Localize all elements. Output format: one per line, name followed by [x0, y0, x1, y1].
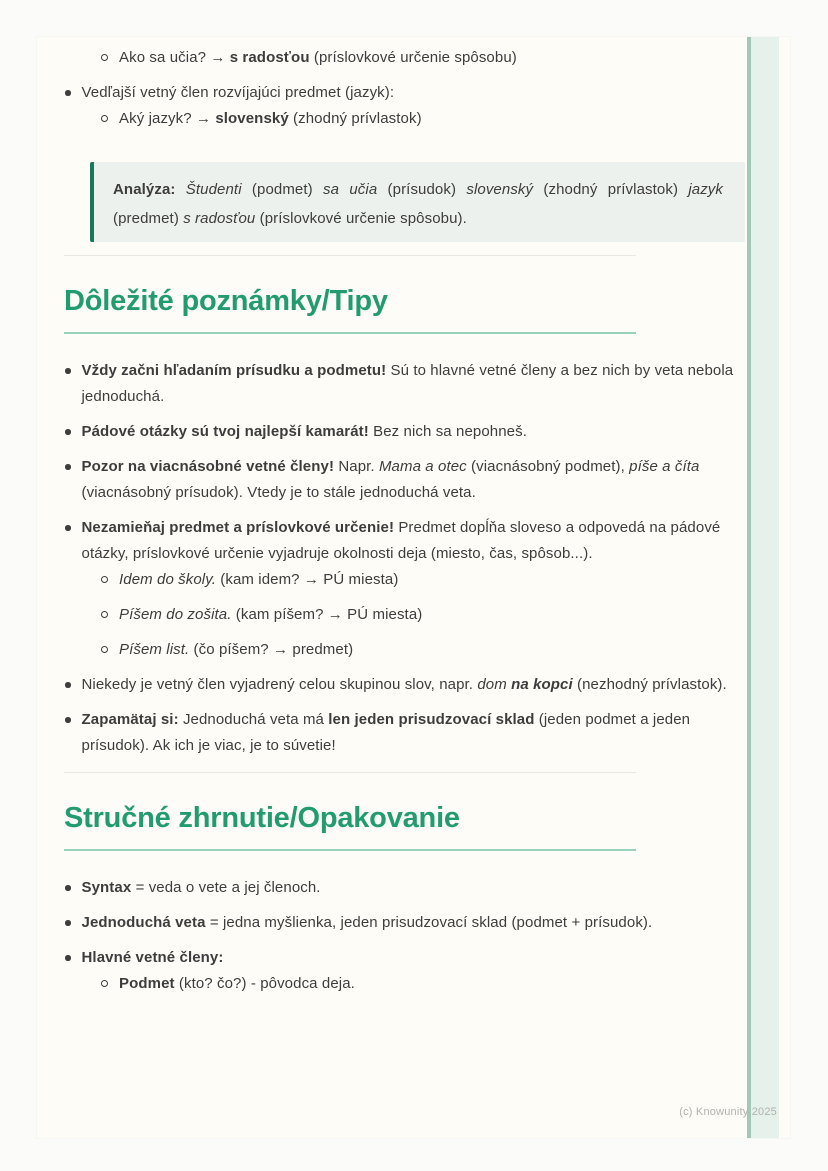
list-item-text: [82, 80, 742, 106]
text-run: Mama a otec: [378, 458, 467, 475]
text-run: s radosťou: [183, 210, 256, 227]
list-item-text: [119, 567, 741, 593]
text-run: (kam idem? → PÚ miesta): [216, 571, 399, 588]
text-run: Predmet dopĺňa sloveso a odpovedá na pádové otázky, príslovkové určenie vyjadruje okolnosti deja (miesto, čas, spôsob...).: [81, 519, 721, 562]
list-item: [64, 971, 741, 997]
bullet-icon: [65, 717, 71, 723]
text-run: (prísudok): [377, 181, 467, 198]
text-run: Idem do školy.: [119, 571, 216, 588]
section-heading-notes: Dôležité poznámky/Tipy: [64, 285, 388, 317]
list-item: [64, 80, 741, 106]
bullet-icon: [65, 885, 71, 891]
text-run: Ako sa učia? →: [119, 49, 230, 66]
text-run: Napr.: [334, 458, 379, 475]
text-run: = jedna myšlienka, jeden prisudzovací sklad (podmet + prísudok).: [205, 914, 653, 931]
list-item-text: [119, 106, 741, 132]
text-run: (kam píšem? → PÚ miesta): [231, 606, 423, 623]
text-run: Študenti: [185, 181, 242, 198]
text-run: s radosťou: [229, 49, 310, 66]
bullet-icon: [65, 368, 71, 374]
bullet-icon: [65, 90, 71, 96]
callout-text: [113, 175, 723, 233]
text-run: (príslovkové určenie spôsobu): [309, 49, 517, 66]
list-item-text: [119, 971, 741, 997]
text-run: píše a číta: [629, 458, 700, 475]
text-run: na kopci: [511, 676, 573, 693]
text-run: (podmet): [241, 181, 324, 198]
text-run: Pozor na viacnásobné vetné členy!: [81, 458, 335, 475]
section-heading-underline: [64, 284, 636, 334]
copyright-footer: (c) Knowunity 2025: [679, 1106, 777, 1118]
list-item: [64, 515, 741, 567]
list-item-text: [82, 910, 742, 936]
bullet-icon: [101, 115, 108, 122]
text-run: Bez nich sa nepohneš.: [368, 423, 527, 440]
bullet-icon: [65, 920, 71, 926]
bullet-icon: [65, 525, 71, 531]
text-run: (jeden podmet a jeden prísudok). Ak ich je viac, je to súvetie!: [81, 711, 691, 754]
summary-list: [64, 875, 741, 997]
list-item: [64, 637, 741, 663]
list-item: [64, 945, 741, 971]
text-run: (čo píšem? → predmet): [189, 641, 354, 658]
list-item: [64, 419, 741, 445]
text-run: Pádové otázky sú tvoj najlepší kamarát!: [81, 423, 369, 440]
text-run: (kto? čo?) - pôvodca deja.: [174, 975, 355, 992]
list-item-text: [82, 875, 742, 901]
text-run: Syntax: [81, 879, 132, 896]
text-run: Podmet: [119, 975, 175, 992]
text-run: jazyk: [688, 181, 724, 198]
section-heading-underline: [64, 801, 636, 851]
list-item: [64, 106, 741, 132]
bullet-icon: [65, 682, 71, 688]
document-page: [37, 37, 790, 1138]
list-item: [64, 602, 741, 628]
text-run: Jednoduchá veta: [81, 914, 206, 931]
list-item-text: [119, 45, 741, 71]
section-divider: [64, 772, 636, 773]
list-item: [64, 875, 741, 901]
text-run: Analýza:: [113, 181, 186, 198]
bullet-icon: [101, 980, 108, 987]
list-item: [64, 567, 741, 593]
section-notes: [64, 284, 741, 759]
list-item-text: [82, 515, 742, 567]
intro-list: [64, 45, 741, 132]
page-content: [37, 37, 741, 997]
list-item-text: [82, 358, 742, 410]
text-run: Niekedy je vetný člen vyjadrený celou skupinou slov, napr.: [81, 676, 478, 693]
bullet-icon: [101, 576, 108, 583]
text-run: slovenský: [215, 110, 289, 127]
text-run: Nezamieňaj predmet a príslovkové určenie!: [81, 519, 395, 536]
bullet-icon: [101, 646, 108, 653]
notes-list: [64, 358, 741, 759]
text-run: Vždy začni hľadaním prísudku a podmetu!: [81, 362, 387, 379]
list-item: [64, 672, 741, 698]
list-item-text: [82, 419, 742, 445]
list-item: [64, 45, 741, 71]
section-heading-summary: Stručné zhrnutie/Opakovanie: [64, 802, 460, 834]
section-divider: [64, 255, 636, 256]
text-run: Zapamätaj si:: [81, 711, 179, 728]
list-item: [64, 910, 741, 936]
text-run: (viacnásobný prísudok). Vtedy je to stále jednoduchá veta.: [81, 484, 476, 501]
bullet-icon: [101, 611, 108, 618]
list-item: [64, 358, 741, 410]
list-item: [64, 454, 741, 506]
text-run: (príslovkové určenie spôsobu).: [255, 210, 467, 227]
list-item: [64, 707, 741, 759]
text-run: Aký jazyk? →: [119, 110, 216, 127]
analysis-callout: [90, 162, 745, 242]
text-run: (zhodný prívlastok): [288, 110, 422, 127]
text-run: Jednoduchá veta má: [178, 711, 329, 728]
text-run: (zhodný prívlastok): [533, 181, 689, 198]
decorative-green-stripe: [747, 37, 779, 1138]
text-run: (viacnásobný podmet),: [466, 458, 630, 475]
list-item-text: [119, 637, 741, 663]
list-item-text: [82, 707, 742, 759]
text-run: sa učia: [323, 181, 378, 198]
bullet-icon: [65, 464, 71, 470]
list-item-text: [119, 602, 741, 628]
text-run: Hlavné vetné členy:: [81, 949, 224, 966]
text-run: slovenský: [466, 181, 534, 198]
text-run: len jeden prisudzovací sklad: [328, 711, 535, 728]
list-item-text: [82, 454, 742, 506]
list-item-text: [82, 672, 742, 698]
bullet-icon: [65, 429, 71, 435]
bullet-icon: [65, 955, 71, 961]
bullet-icon: [101, 54, 108, 61]
section-summary: [64, 801, 741, 997]
text-run: = veda o vete a jej členoch.: [131, 879, 321, 896]
text-run: (predmet): [113, 210, 184, 227]
text-run: Píšem list.: [119, 641, 190, 658]
text-run: dom: [477, 676, 512, 693]
list-item-text: [82, 945, 742, 971]
text-run: (nezhodný prívlastok).: [572, 676, 727, 693]
text-run: Sú to hlavné vetné členy a bez nich by veta nebola jednoduchá.: [81, 362, 734, 405]
text-run: Píšem do zošita.: [119, 606, 232, 623]
text-run: Vedľajší vetný člen rozvíjajúci predmet (jazyk):: [81, 84, 395, 101]
